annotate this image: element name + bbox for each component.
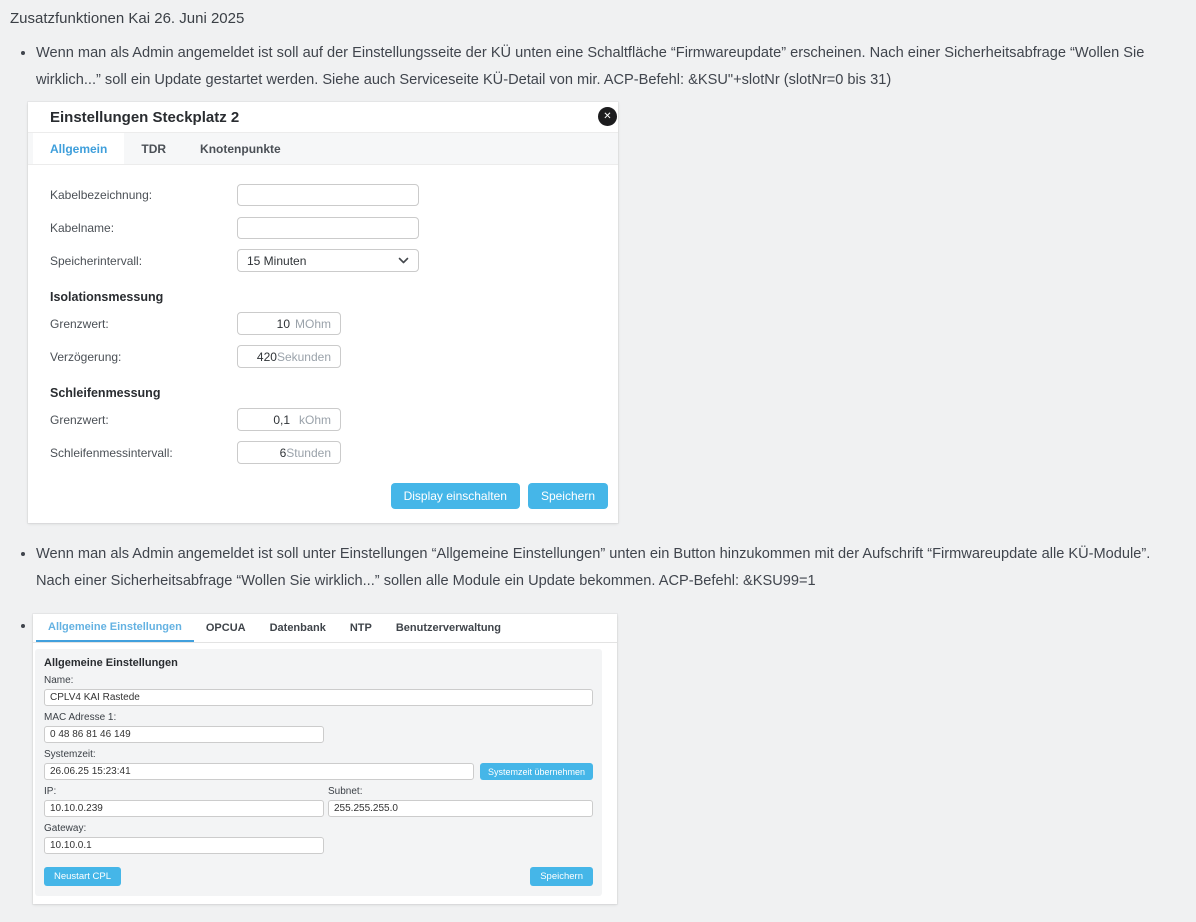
schleife-grenzwert-input[interactable] xyxy=(237,408,341,431)
form-row-kabelname xyxy=(50,211,608,244)
page-title: Zusatzfunktionen Kai 26. Juni 2025 xyxy=(10,10,245,27)
mac-input[interactable] xyxy=(44,726,324,743)
neustart-cpl-button[interactable]: Neustart CPL xyxy=(44,867,121,886)
slot-settings-dialog xyxy=(28,102,618,523)
kabelname-label: Kabelname: xyxy=(50,220,115,235)
subnet-input[interactable] xyxy=(328,800,593,817)
iso-grenzwert-value: 10 xyxy=(276,316,290,331)
notes-list xyxy=(0,40,1196,904)
schleife-grenzwert-label: Grenzwert: xyxy=(50,412,109,427)
systemzeit-row xyxy=(44,763,593,780)
iso-grenzwert-unit: MOhm xyxy=(295,316,331,331)
tab-allgemeine-einstellungen[interactable]: • Allgemeine Einstellungen xyxy=(36,614,194,642)
note-item-1 xyxy=(36,40,1196,523)
tab-datenbank[interactable]: Datenbank xyxy=(269,622,326,634)
speicherintervall-value: 15 Minuten xyxy=(247,253,307,268)
systemzeit-label: Systemzeit: xyxy=(44,749,96,760)
verzoegerung-value: 420 xyxy=(256,349,277,364)
form-row-verzoegerung xyxy=(50,340,608,373)
subnet-label: Subnet: xyxy=(328,786,363,797)
schleifenmessintervall-label: Schleifenmessintervall: xyxy=(50,445,173,460)
gateway-input[interactable] xyxy=(44,837,324,854)
chevron-down-icon xyxy=(398,257,409,264)
dialog-header xyxy=(28,102,618,133)
ip-input[interactable] xyxy=(44,800,324,817)
tab-ntp[interactable]: NTP xyxy=(349,622,372,634)
systemzeit-uebernehmen-button[interactable]: Systemzeit übernehmen xyxy=(480,763,593,780)
iso-grenzwert-input[interactable] xyxy=(237,312,341,335)
panel-heading: Allgemeine Einstellungen xyxy=(44,657,178,669)
dialog-body xyxy=(28,165,618,523)
settings-tabbar xyxy=(33,614,617,643)
ip-subnet-row xyxy=(44,780,593,817)
note-text-2: Wenn man als Admin angemeldet ist soll unter Einstellungen “Allgemeine Einstellungen” unten ein Button hinzukommen mit der Aufschrift “Firmwareupdate alle KÜ-Module”. Nach einer Sicherheitsabfrage “Wollen Sie wirklich...” sollen alle Module ein Update bekommen. ACP-Befehl: &KSU99=1 xyxy=(36,546,1151,589)
name-label: Name: xyxy=(44,675,74,686)
form-row-iso-grenzwert xyxy=(50,307,608,340)
speicherintervall-label: Speicherintervall: xyxy=(50,253,143,268)
tab-allgemein[interactable]: Allgemein xyxy=(33,133,124,164)
systemzeit-input[interactable] xyxy=(44,763,474,780)
subnet-column xyxy=(328,780,593,817)
tab-opcua[interactable]: OPCUA xyxy=(205,622,246,634)
schleifenmessintervall-unit: Stunden xyxy=(286,445,331,460)
mac-label: MAC Adresse 1: xyxy=(44,712,117,723)
ip-label: IP: xyxy=(44,786,57,797)
speichern-button[interactable]: Speichern xyxy=(528,483,608,509)
general-settings-screenshot xyxy=(33,614,617,904)
gateway-label: Gateway: xyxy=(44,823,87,834)
ip-column xyxy=(44,780,324,817)
form-row-schleife-grenzwert xyxy=(50,403,608,436)
dialog-buttons xyxy=(50,483,608,509)
speichern-button-2[interactable]: Speichern xyxy=(530,867,593,886)
schleifenmessintervall-value: 6 xyxy=(279,445,287,460)
kabelbezeichnung-label: Kabelbezeichnung: xyxy=(50,187,153,202)
form-row-schleifenmessintervall xyxy=(50,436,608,469)
schleife-grenzwert-unit: kOhm xyxy=(298,412,331,427)
form-row-speicherintervall xyxy=(50,244,608,277)
form-row-kabelbezeichnung xyxy=(50,178,608,211)
tab-knotenpunkte[interactable]: Knotenpunkte xyxy=(200,141,281,156)
note-item-2 xyxy=(36,541,1196,595)
tab-benutzerverwaltung[interactable]: Benutzerverwaltung xyxy=(395,622,501,634)
general-settings-panel xyxy=(35,649,602,896)
close-icon[interactable]: ✕ xyxy=(598,107,617,126)
schleife-grenzwert-value: 0,1 xyxy=(273,412,290,427)
dialog-title: Einstellungen Steckplatz 2 xyxy=(50,108,240,126)
panel-buttons xyxy=(44,867,593,886)
verzoegerung-input[interactable] xyxy=(237,345,341,368)
verzoegerung-label: Verzögerung: xyxy=(50,349,122,364)
kabelname-input[interactable] xyxy=(237,217,419,239)
note-text-1: Wenn man als Admin angemeldet ist soll auf der Einstellungsseite der KÜ unten eine Schaltfläche “Firmwareupdate” erscheinen. Nach einer Sicherheitsabfrage “Wollen Sie wirklich...” soll ein Update gestartet werden. Siehe auch Serviceseite KÜ-Detail von mir. ACP-Befehl: &KSU"+slotNr (slotNr=0 bis 31) xyxy=(36,45,1145,88)
dialog-tabbar xyxy=(28,133,618,165)
name-input[interactable] xyxy=(44,689,593,706)
verzoegerung-unit: Sekunden xyxy=(276,349,331,364)
schleifenmessung-heading: Schleifenmessung xyxy=(50,385,161,400)
kabelbezeichnung-input[interactable] xyxy=(237,184,419,206)
schleifenmessintervall-input[interactable] xyxy=(237,441,341,464)
speicherintervall-select[interactable] xyxy=(237,249,419,272)
iso-grenzwert-label: Grenzwert: xyxy=(50,316,109,331)
display-einschalten-button[interactable]: Display einschalten xyxy=(391,483,520,509)
isolationsmessung-heading: Isolationsmessung xyxy=(50,289,164,304)
note-item-3 xyxy=(36,613,1196,904)
tab-tdr[interactable]: TDR xyxy=(141,141,167,156)
